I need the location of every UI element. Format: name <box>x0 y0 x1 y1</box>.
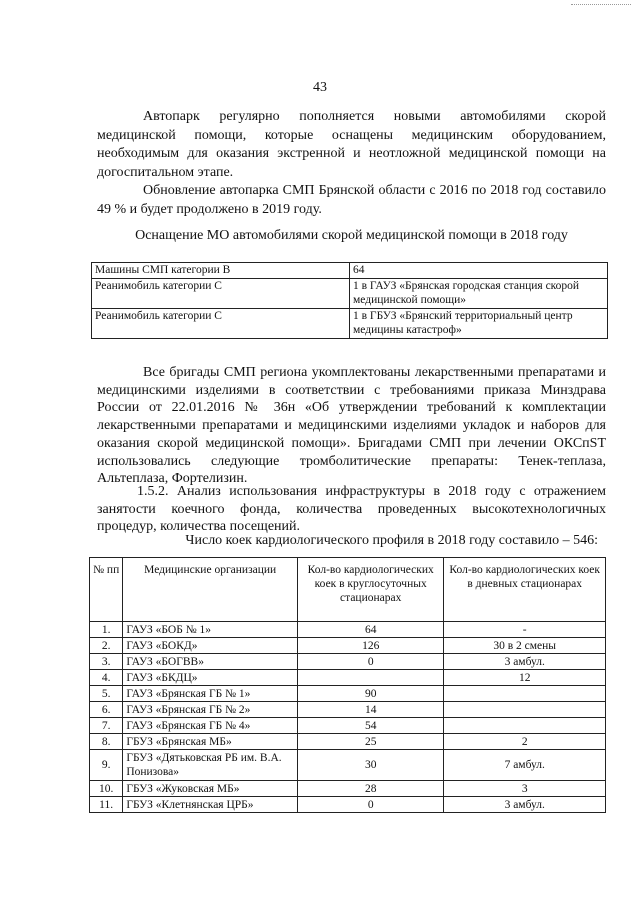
table-cell: ГБУЗ «Жуковская МБ» <box>123 781 298 797</box>
table-cell: 0 <box>298 797 444 813</box>
table-cell <box>444 718 606 734</box>
table2-caption: Число коек кардиологического профиля в 2018 году составило – 546: <box>185 533 598 548</box>
header-day: Кол-во кардиологических коек в дневных стационарах <box>444 558 606 622</box>
table-cell <box>444 686 606 702</box>
table-cell: Реанимобиль категории С <box>92 278 350 308</box>
table-cell: 30 <box>298 750 444 781</box>
table-cell: 4. <box>90 670 123 686</box>
table-cell: 64 <box>350 263 608 279</box>
table-cell: 2. <box>90 638 123 654</box>
table-cell: 0 <box>298 654 444 670</box>
paragraph-infrastructure <box>97 483 606 536</box>
table-cell: ГАУЗ «Брянская ГБ № 4» <box>123 718 298 734</box>
paragraph-fleet <box>97 108 606 182</box>
paragraph-fleet-update-text: Обновление автопарка СМП Брянской области с 2016 по 2018 год составило 49 % и будет продолжено в 2019 году. <box>97 183 606 217</box>
table-cell: ГАУЗ «БКДЦ» <box>123 670 298 686</box>
table-cell: 126 <box>298 638 444 654</box>
ambulance-table <box>91 262 608 339</box>
top-edge-mark <box>571 4 631 6</box>
table-cell: 30 в 2 смены <box>444 638 606 654</box>
table-header-row <box>90 558 606 622</box>
table-cell: 90 <box>298 686 444 702</box>
table-row <box>90 702 606 718</box>
table-cell: - <box>444 622 606 638</box>
table-cell: ГАУЗ «Брянская ГБ № 1» <box>123 686 298 702</box>
table-cell: 25 <box>298 734 444 750</box>
table-row <box>90 622 606 638</box>
paragraph-fleet-text: Автопарк регулярно пополняется новыми автомобилями скорой медицинской помощи, которые оснащены медицинским оборудованием, необходимым для оказания экстренной и неотложной медицинской помощи на догоспитальном этапе. <box>97 109 606 180</box>
page-number: 43 <box>313 80 327 95</box>
paragraph-brigades-text: Все бригады СМП региона укомплектованы лекарственными препаратами и медицинскими изделиями в соответствии с требованиями приказа Минздрава России от 22.01.2016 № 36н «Об утверждении требований к комплектации лекарственными препаратами и медицинскими изделиями укладок и наборов для оказания скорой медицинской помощи». Бригадами СМП при лечении ОКСпST использовались следующие тромболитические препараты: Тенек-теплаза, Альтеплаза, Фортелизин. <box>97 365 606 487</box>
table-cell: 7. <box>90 718 123 734</box>
cardiology-beds-table <box>89 557 606 813</box>
table-cell: Реанимобиль категории С <box>92 308 350 338</box>
table-row <box>90 734 606 750</box>
table-cell: 14 <box>298 702 444 718</box>
table-cell: 8. <box>90 734 123 750</box>
table-row <box>90 750 606 781</box>
table-row <box>92 278 608 308</box>
table-row <box>90 638 606 654</box>
table1-title: Оснащение МО автомобилями скорой медицинской помощи в 2018 году <box>135 228 568 243</box>
table-cell: ГАУЗ «БОКД» <box>123 638 298 654</box>
table-cell: 6. <box>90 702 123 718</box>
header-round-clock: Кол-во кардиологических коек в круглосуточных стационарах <box>298 558 444 622</box>
table-cell: 54 <box>298 718 444 734</box>
table-cell: ГАУЗ «Брянская ГБ № 2» <box>123 702 298 718</box>
paragraph-fleet-update <box>97 182 606 219</box>
table-cell: 3 <box>444 781 606 797</box>
table-cell: 28 <box>298 781 444 797</box>
table-cell: 7 амбул. <box>444 750 606 781</box>
table-row <box>90 781 606 797</box>
table-row <box>90 797 606 813</box>
table-cell <box>444 702 606 718</box>
header-org: Медицинские организации <box>123 558 298 622</box>
table-cell: 10. <box>90 781 123 797</box>
table-cell: 9. <box>90 750 123 781</box>
table-cell: 3 амбул. <box>444 797 606 813</box>
table-row <box>90 670 606 686</box>
table-cell: 2 <box>444 734 606 750</box>
paragraph-infrastructure-text: 1.5.2. Анализ использования инфраструктуры в 2018 году с отражением занятости коечного фонда, количества проведенных высокотехнологичных процедур, количества посещений. <box>97 484 606 535</box>
table-cell: ГБУЗ «Брянская МБ» <box>123 734 298 750</box>
table-cell: ГБУЗ «Клетнянская ЦРБ» <box>123 797 298 813</box>
table-cell: 1. <box>90 622 123 638</box>
paragraph-brigades <box>97 364 606 488</box>
table-cell: 12 <box>444 670 606 686</box>
header-num: № пп <box>90 558 123 622</box>
table-cell: 1 в ГАУЗ «Брянская городская станция скорой медицинской помощи» <box>350 278 608 308</box>
table-row <box>90 686 606 702</box>
table-cell <box>298 670 444 686</box>
table-row <box>90 718 606 734</box>
table-cell: ГАУЗ «БОБ № 1» <box>123 622 298 638</box>
table-row <box>92 308 608 338</box>
table-row <box>92 263 608 279</box>
table-cell: 11. <box>90 797 123 813</box>
table-cell: 3 амбул. <box>444 654 606 670</box>
table-cell: ГБУЗ «Дятьковская РБ им. В.А. Понизова» <box>123 750 298 781</box>
table-cell: 5. <box>90 686 123 702</box>
table-cell: 1 в ГБУЗ «Брянский территориальный центр медицины катастроф» <box>350 308 608 338</box>
table-cell: Машины СМП категории В <box>92 263 350 279</box>
table-cell: ГАУЗ «БОГВВ» <box>123 654 298 670</box>
table-cell: 3. <box>90 654 123 670</box>
table-row <box>90 654 606 670</box>
table-cell: 64 <box>298 622 444 638</box>
